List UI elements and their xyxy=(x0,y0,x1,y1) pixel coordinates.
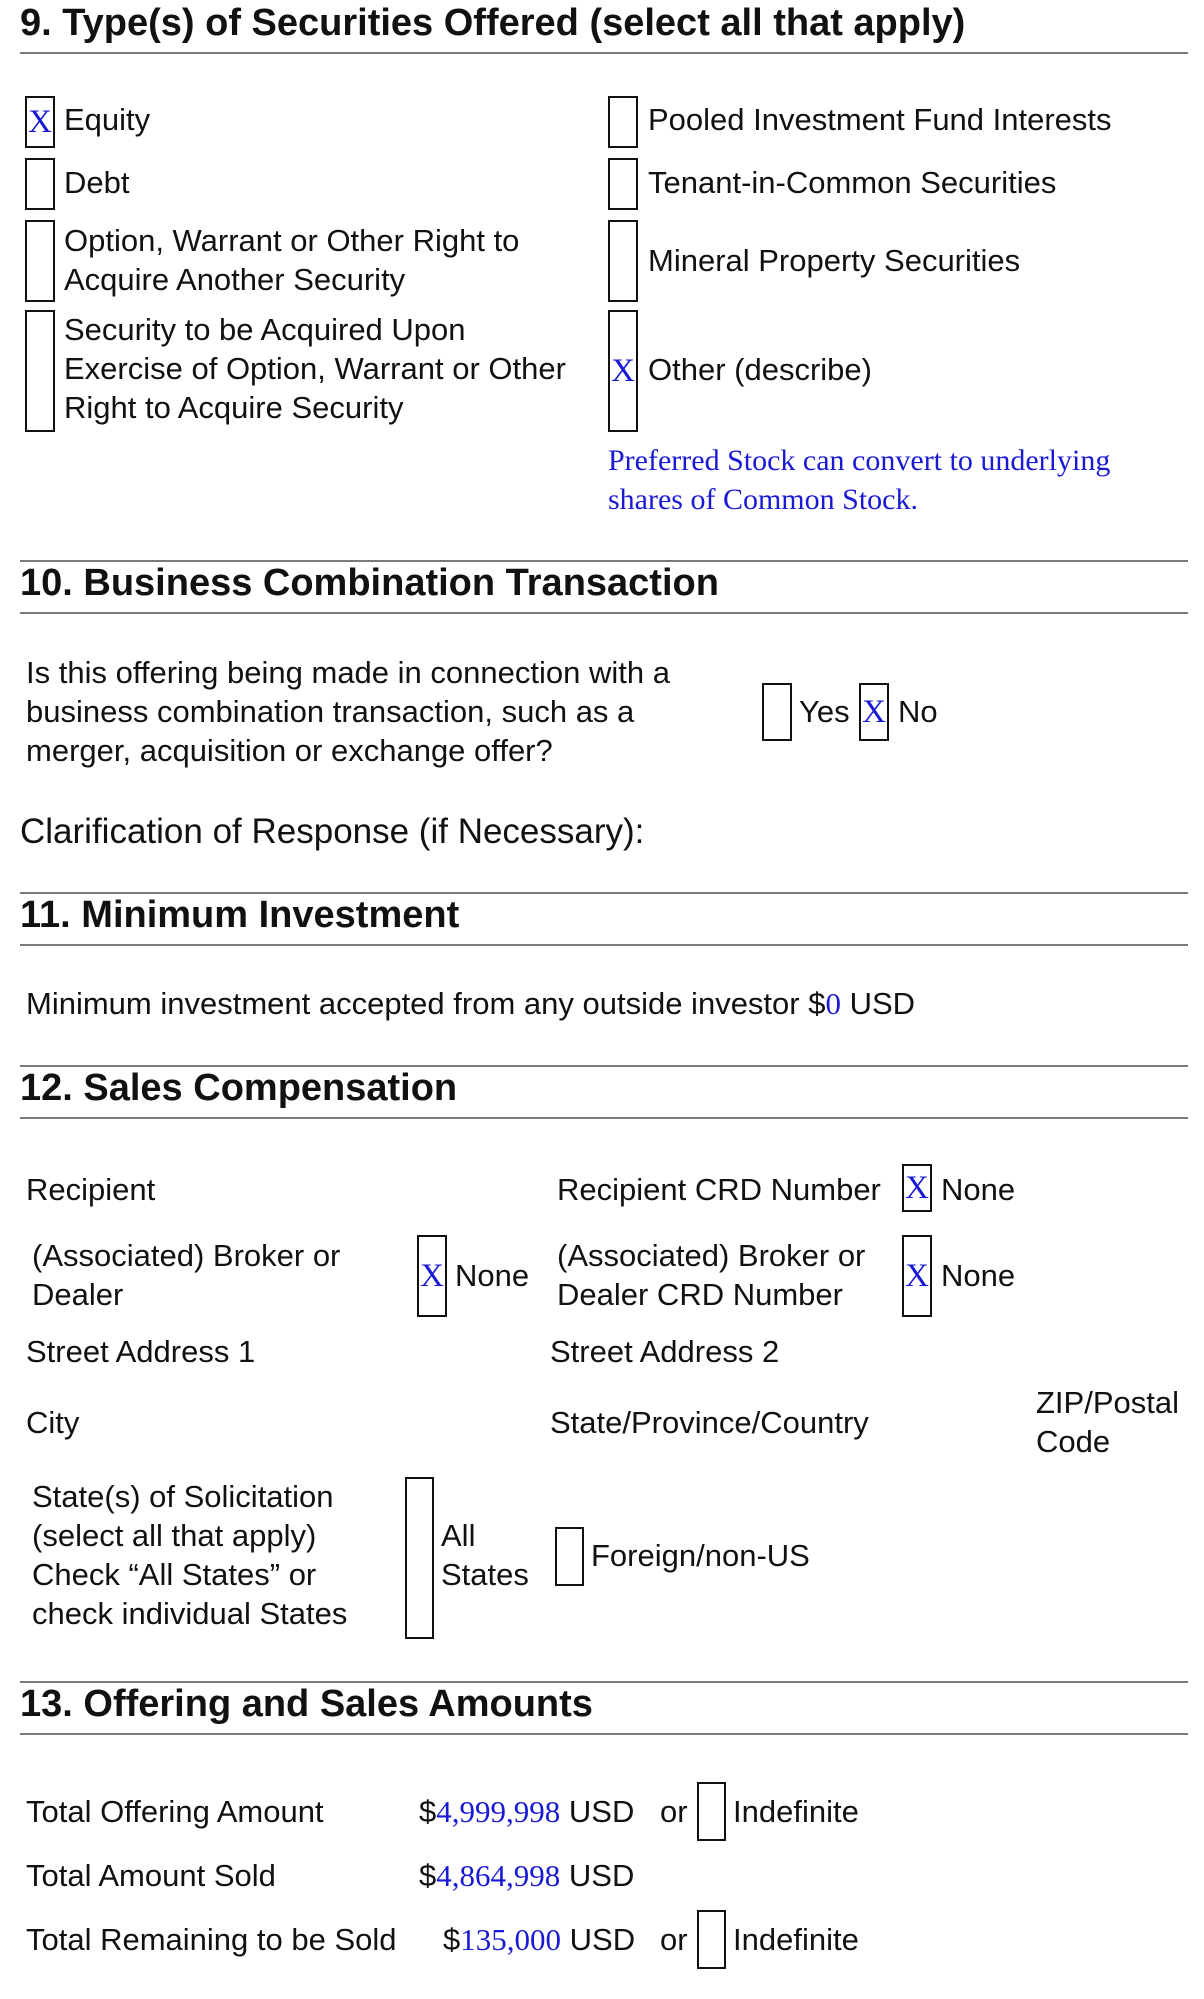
yes-label: Yes xyxy=(799,694,850,729)
pooled-fund-label: Pooled Investment Fund Interests xyxy=(648,102,1112,137)
street-address-2-label: Street Address 2 xyxy=(550,1334,780,1369)
broker-dealer-crd-label-line1: (Associated) Broker or xyxy=(557,1238,866,1273)
total-offering-amount-label: Total Offering Amount xyxy=(26,1794,324,1829)
recipient-crd-label: Recipient CRD Number xyxy=(557,1172,881,1207)
broker-dealer-label-line1: (Associated) Broker or xyxy=(32,1238,341,1273)
other-description-line2: shares of Common Stock. xyxy=(608,483,918,516)
minimum-investment-value: 0 xyxy=(825,986,841,1021)
broker-dealer-label-line2: Dealer xyxy=(32,1277,124,1312)
mineral-property-label: Mineral Property Securities xyxy=(648,243,1021,278)
foreign-non-us-checkbox[interactable] xyxy=(555,1527,584,1586)
equity-label: Equity xyxy=(64,102,151,137)
equity-checkbox[interactable]: X xyxy=(25,96,55,148)
broker-dealer-crd-label-line2: Dealer CRD Number xyxy=(557,1277,843,1312)
all-states-label-line2: States xyxy=(441,1557,529,1592)
all-states-checkbox[interactable] xyxy=(405,1477,434,1639)
debt-checkbox[interactable] xyxy=(25,158,55,210)
no-checkbox[interactable]: X xyxy=(859,683,889,741)
clarification-label: Clarification of Response (if Necessary): xyxy=(20,812,645,851)
total-offering-indefinite-label: Indefinite xyxy=(733,1794,859,1829)
tenant-in-common-label: Tenant-in-Common Securities xyxy=(648,165,1057,200)
total-amount-sold-value: $4,864,998 USD xyxy=(419,1858,635,1893)
total-remaining-value: $135,000 USD xyxy=(443,1922,636,1957)
no-label: No xyxy=(898,694,938,729)
section-divider xyxy=(20,1117,1188,1119)
section-divider xyxy=(20,52,1188,54)
state-province-country-label: State/Province/Country xyxy=(550,1405,869,1440)
pooled-fund-checkbox[interactable] xyxy=(608,96,638,148)
zip-label-line1: ZIP/Postal xyxy=(1036,1385,1179,1420)
other-label: Other (describe) xyxy=(648,352,872,387)
business-combination-question-line3: merger, acquisition or exchange offer? xyxy=(26,733,553,768)
other-checkbox[interactable]: X xyxy=(608,310,638,432)
option-warrant-checkbox[interactable] xyxy=(25,220,55,302)
broker-dealer-crd-none-checkbox[interactable]: X xyxy=(902,1235,932,1317)
recipient-label: Recipient xyxy=(26,1172,156,1207)
section-13-heading: 13. Offering and Sales Amounts xyxy=(20,1683,593,1725)
section-12-heading: 12. Sales Compensation xyxy=(20,1067,458,1109)
other-description-line1: Preferred Stock can convert to underlying xyxy=(608,444,1111,477)
all-states-label-line1: All xyxy=(441,1518,476,1553)
recipient-crd-none-checkbox[interactable]: X xyxy=(902,1164,932,1212)
option-warrant-label-line2: Acquire Another Security xyxy=(64,262,406,297)
minimum-investment-label: Minimum investment accepted from any outside investor $ xyxy=(26,986,826,1021)
section-10-heading: 10. Business Combination Transaction xyxy=(20,562,719,604)
foreign-non-us-label: Foreign/non-US xyxy=(591,1538,810,1573)
street-address-1-label: Street Address 1 xyxy=(26,1334,256,1369)
zip-label-line2: Code xyxy=(1036,1424,1111,1459)
total-amount-sold-label: Total Amount Sold xyxy=(26,1858,276,1893)
solicitation-label-line1: State(s) of Solicitation xyxy=(32,1479,334,1514)
security-exercise-label-line3: Right to Acquire Security xyxy=(64,390,404,425)
total-remaining-indefinite-label: Indefinite xyxy=(733,1922,859,1957)
total-offering-or-label: or xyxy=(660,1794,688,1829)
broker-dealer-none-checkbox[interactable]: X xyxy=(417,1235,447,1317)
mineral-property-checkbox[interactable] xyxy=(608,220,638,302)
option-warrant-label-line1: Option, Warrant or Other Right to xyxy=(64,223,520,258)
total-remaining-number: 135,000 xyxy=(460,1922,561,1957)
section-9-heading: 9. Type(s) of Securities Offered (select all that apply) xyxy=(20,2,966,44)
section-11-heading: 11. Minimum Investment xyxy=(20,894,460,936)
debt-label: Debt xyxy=(64,165,130,200)
broker-dealer-crd-none-label: None xyxy=(941,1258,1016,1293)
total-offering-indefinite-checkbox[interactable] xyxy=(697,1782,726,1841)
solicitation-label-line3: Check “All States” or xyxy=(32,1557,317,1592)
tenant-in-common-checkbox[interactable] xyxy=(608,158,638,210)
total-offering-amount-number: 4,999,998 xyxy=(436,1794,561,1829)
yes-checkbox[interactable] xyxy=(762,683,792,741)
recipient-crd-none-label: None xyxy=(941,1172,1016,1207)
section-divider xyxy=(20,1733,1188,1735)
section-divider xyxy=(20,944,1188,946)
total-remaining-label: Total Remaining to be Sold xyxy=(26,1922,397,1957)
total-offering-amount-value: $4,999,998 USD xyxy=(419,1794,635,1829)
security-exercise-label-line2: Exercise of Option, Warrant or Other xyxy=(64,351,566,386)
total-remaining-or-label: or xyxy=(660,1922,688,1957)
solicitation-label-line4: check individual States xyxy=(32,1596,348,1631)
broker-dealer-none-label: None xyxy=(455,1258,530,1293)
total-remaining-indefinite-checkbox[interactable] xyxy=(697,1910,726,1969)
city-label: City xyxy=(26,1405,80,1440)
total-amount-sold-number: 4,864,998 xyxy=(436,1858,561,1893)
security-exercise-label-line1: Security to be Acquired Upon xyxy=(64,312,466,347)
minimum-investment-currency: USD xyxy=(849,986,916,1021)
minimum-investment-row xyxy=(26,984,915,1024)
solicitation-label-line2: (select all that apply) xyxy=(32,1518,317,1553)
business-combination-question-line2: business combination transaction, such as a xyxy=(26,694,635,729)
business-combination-question-line1: Is this offering being made in connection with a xyxy=(26,655,670,690)
section-divider xyxy=(20,612,1188,614)
security-exercise-checkbox[interactable] xyxy=(25,310,55,432)
